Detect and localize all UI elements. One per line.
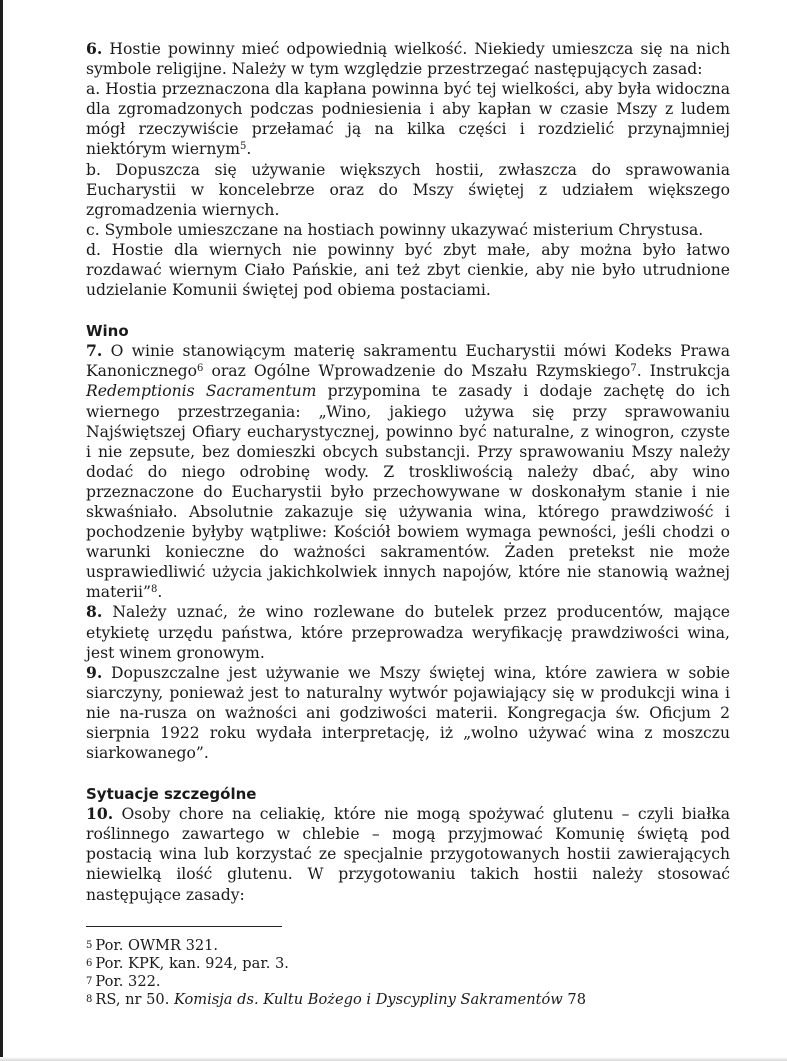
paragraph-number: 7. <box>86 341 103 361</box>
paragraph-number: 9. <box>86 662 103 682</box>
document-title-italic: Redemptionis Sacramentum <box>86 382 317 401</box>
paragraph-7 <box>86 341 730 602</box>
footnote-5 <box>86 937 730 955</box>
paragraph-10 <box>86 804 730 904</box>
footnote-italic-title: Komisja ds. Kultu Bożego i Dyscypliny Sakramentów <box>173 991 563 1009</box>
paragraph-text: przypomina te zasady i dodaje zachętę do ich wiernego przestrzegania: „Wino, jakiego używa się przy sprawowaniu Najświętszej Ofiary eucharystycznej, powinno być naturalne, z winogron, czyste i nie zepsute, bez domieszki obcych substancji. Przy sprawowaniu Mszy należy dodać do niego odrobinę wody. Z troskliwością należy dbać, aby wino przeznaczone do Eucharystii było przechowywane w doskonałym stanie i nie skwaśniało. Absolutnie zakazuje się używania wina, którego prawdziwość i pochodzenie byłyby wątpliwe: Kościół bowiem wymaga pewności, jeśli chodzi o warunki konieczne do ważności sakramentów. Żaden pretekst nie może usprawiedliwić użycia jakichkolwiek innych napojów, które nie stanowią ważnej materii” <box>86 382 730 602</box>
footnote-7 <box>86 973 730 991</box>
paragraph-6a <box>86 79 730 159</box>
footnote-ref-6[interactable]: 6 <box>197 363 204 375</box>
footnote-ref-8[interactable]: 8 <box>150 584 158 596</box>
footnote-text: Por. KPK, kan. 924, par. 3. <box>95 954 289 972</box>
paragraph-text: Należy uznać, że wino rozlewane do butelek przez producentów, mające etykietę urzędu państwa, które przeprowadza weryfikację prawdziwości wina, jest winem gronowym. <box>86 603 730 662</box>
paragraph-6b: b. Dopuszcza się używanie większych hostii, zwłaszcza do sprawowania Eucharystii w koncelebrze oraz do Mszy świętej z udziałem większego zgromadzenia wiernych. <box>86 160 730 219</box>
paragraph-9 <box>86 663 730 763</box>
paragraph-number: 10. <box>86 804 114 824</box>
footnote-8 <box>86 991 730 1009</box>
scan-bottom-edge <box>0 1057 787 1061</box>
document-page <box>86 39 730 1009</box>
footnote-mark: 5 <box>86 939 93 951</box>
paragraph-text: Osoby chore na celiakię, które nie mogą spożywać glutenu – czyli białka roślinnego zawartego w chlebie – mogą przyjmować Komunię świętą pod postacią wina lub korzystać ze specjalnie przygotowanych hostii zawierających niewielką ilość glutenu. W przygotowaniu takich hostii należy stosować następujące zasady: <box>86 805 730 904</box>
page-number: 78 <box>562 991 586 1009</box>
paragraph-number: 8. <box>86 602 103 622</box>
footnote-divider <box>86 926 282 927</box>
paragraph-text: Dopuszczalne jest używanie we Mszy świętej wina, które zawiera w sobie siarczyny, ponieważ jest to naturalny wytwór pojawiający się w produkcji wina i nie na-rusza on ważności ani godziwości materii. Kongregacja św. Oficjum 2 sierpnia 1922 roku wydała interpretację, iż „wolno używać wina z moszczu siarkowanego”. <box>86 663 730 763</box>
footnote-mark: 7 <box>86 976 93 988</box>
footnote-mark: 8 <box>86 994 93 1006</box>
footnote-ref-5[interactable]: 5 <box>240 141 247 153</box>
paragraph-number: 6. <box>86 39 103 58</box>
paragraph-6 <box>86 39 730 79</box>
footnote-6 <box>86 955 730 973</box>
footnote-text: Por. OWMR 321. <box>95 936 219 954</box>
heading-special-situations: Sytuacje szczególne <box>86 785 257 804</box>
footnote-mark: 6 <box>86 957 93 969</box>
paragraph-text: oraz Ogólne Wprowadzenie do Mszału Rzymskiego <box>203 362 631 381</box>
punctuation: . <box>246 140 252 159</box>
paragraph-8 <box>86 602 730 662</box>
paragraph-text: . Instrukcja <box>636 362 731 381</box>
paragraph-6c: c. Symbole umieszczane na hostiach powinny ukazywać misterium Chrystusa. <box>86 220 704 239</box>
paragraph-text: O winie stanowiącym materię sakramentu Eucharystii mówi Kodeks Prawa Kanonicznego <box>86 342 730 381</box>
paragraph-6d: d. Hostie dla wiernych nie powinny być zbyt małe, aby można było łatwo rozdawać wiernym Ciało Pańskie, ani też zbyt cienkie, aby nie było utrudnione udzielanie Komunii świętej pod obiema postaciami. <box>86 240 730 300</box>
paragraph-text: a. Hostia przeznaczona dla kapłana powinna być tej wielkości, aby była widoczna dla zgromadzonych podczas podniesienia i aby kapłan w czasie Mszy z ludem mógł rzeczywiście przełamać ją na kilka części i rozdzielić przynajmniej niektórym wiernym <box>86 80 730 159</box>
punctuation: . <box>157 583 163 602</box>
paragraph-text: Hostie powinny mieć odpowiednią wielkość. Niekiedy umieszcza się na nich symbole religijne. Należy w tym względzie przestrzegać następujących zasad: <box>86 40 730 79</box>
footnote-ref-7[interactable]: 7 <box>630 363 637 375</box>
scan-left-edge <box>0 0 3 1061</box>
heading-wine: Wino <box>86 322 129 341</box>
footnote-text: Por. 322. <box>95 973 161 991</box>
footnote-text: RS, nr 50. <box>95 991 174 1009</box>
